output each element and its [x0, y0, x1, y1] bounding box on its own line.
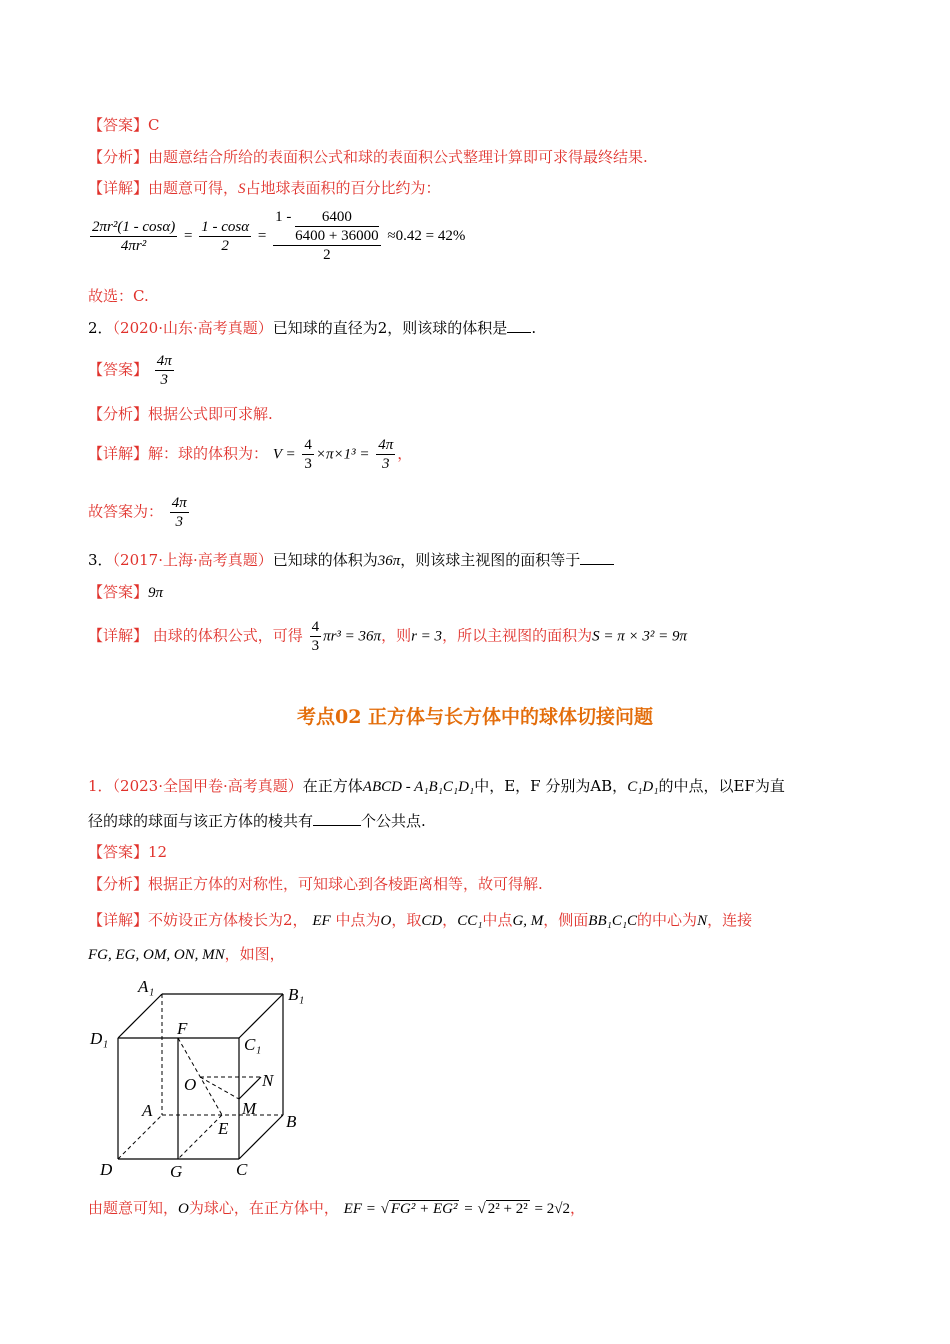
detail-text: 中点为: [335, 911, 381, 929]
answer-label: 【答案】: [88, 843, 149, 861]
detail-o: O: [380, 913, 392, 929]
detail-text: ，取: [391, 911, 422, 929]
q2-final-line: [88, 494, 191, 531]
formula-frac-3: [273, 208, 380, 264]
detail-text: 不妨设正方体棱长为2，: [148, 911, 308, 929]
frac-num: 4: [311, 619, 320, 635]
question-number: 3．: [88, 551, 113, 569]
detail-formula: πr³ = 36π: [323, 628, 382, 645]
detail-text: ，如图，: [224, 945, 285, 963]
label-a1: A₁: [138, 977, 155, 996]
answer-value: 9π: [148, 585, 164, 601]
formula-result: ≈0.42 = 42%: [387, 228, 466, 244]
analysis-label: 【分析】: [88, 405, 149, 423]
p1-detail-line2: [88, 944, 285, 965]
frac-num: 4π: [378, 437, 394, 453]
q3-answer-line: [88, 582, 163, 603]
detail-text: ，连接: [707, 911, 753, 929]
label-f: F: [177, 1019, 188, 1038]
detail-mid: ×π×1³ =: [315, 446, 370, 463]
analysis-text: 根据公式即可求解.: [148, 405, 273, 423]
detail-cd: CD: [421, 913, 443, 929]
question-text: 在正方体: [302, 777, 363, 795]
frac-num: 4: [304, 437, 312, 453]
question-number: 1．: [88, 777, 113, 795]
p1-detail-line1: [88, 910, 752, 931]
detail-text: ，所以主视图的面积为: [442, 626, 593, 645]
q1-analysis-line: [88, 147, 648, 167]
p1-answer-line: [88, 842, 167, 862]
sqrt-2: 2² + 2²: [487, 1201, 528, 1217]
label-d1: D₁: [90, 1029, 109, 1048]
detail-text: 解：球的体积为：: [148, 444, 269, 463]
frac-num: 1 - cosα: [201, 218, 250, 235]
detail-lines: FG, EG, OM, ON, MN: [88, 947, 225, 963]
answer-frac: [155, 352, 174, 389]
edge-c1d1: C₁D₁: [627, 779, 659, 795]
analysis-label: 【分析】: [88, 875, 149, 893]
question-text: 已知球的直径为2，则该球的体积是: [272, 319, 508, 337]
detail-r: r = 3: [411, 628, 443, 645]
detail-text: 由题意可得，: [148, 179, 239, 197]
answer-value: C: [148, 116, 160, 134]
label-a: A: [142, 1101, 153, 1120]
analysis-text: 由题意结合所给的表面积公式和球的表面积公式整理计算即可求得最终结果.: [148, 148, 648, 166]
detail-label: 【详解】: [88, 626, 149, 645]
label-b: B: [286, 1112, 297, 1131]
q2-question: 2．（2020·山东·高考真题）已知球的直径为2，则该球的体积是 .: [88, 319, 537, 337]
inner-den: 6400 + 36000: [295, 228, 379, 244]
frac-den: 3: [311, 638, 320, 654]
conclusion-ef: EF =: [343, 1201, 376, 1217]
detail-n: N: [697, 913, 708, 929]
p1-question-line2: [88, 811, 426, 831]
frac-num: 4π: [156, 353, 172, 369]
formula-frac-1: [90, 218, 177, 255]
frac-den: 2: [323, 247, 331, 263]
question-text: 的中点，以EF为直: [658, 777, 785, 795]
detail-frac-1: [302, 436, 314, 473]
answer-label: 【答案】: [88, 116, 149, 134]
detail-frac: [310, 618, 322, 655]
conclusion-eq: =: [464, 1201, 473, 1217]
q3-question: [88, 550, 614, 571]
inner-num: 6400: [295, 208, 378, 227]
detail-face: BB₁C₁C: [588, 913, 638, 929]
label-o: O: [184, 1075, 197, 1094]
question-text: 径的球的球面与该正方体的棱共有: [88, 812, 314, 830]
question-text: 个公共点.: [361, 812, 426, 830]
analysis-label: 【分析】: [88, 148, 149, 166]
frac-den: 3: [175, 514, 184, 530]
section-title: 考点02 正方体与长方体中的球体切接问题: [296, 706, 654, 728]
formula-frac-2: [199, 218, 251, 255]
detail-text: ，: [442, 911, 458, 929]
q1-detail-line: [88, 178, 441, 199]
detail-text: ，侧面: [543, 911, 589, 929]
question-number: 2．: [88, 319, 113, 337]
detail-label: 【详解】: [88, 911, 149, 929]
q1-choose: 故选：C.: [88, 287, 149, 305]
q1-formula: $\frac{\text{2πr²(1 - cosα)}}{\text{4πr²}}$ = $\frac{1 - \cos\alpha}{2}$ = 1 - $\frac{6400}{6400 + 36000}$ 2 ≈0.42 = 42%: [92, 209, 466, 263]
p1-analysis-line: [88, 874, 543, 894]
frac-den: 4πr²: [120, 237, 147, 254]
q2-detail-line: 【详解】解：球的体积为： V = $\frac{4}{3}$ ×π×1³ = $\frac{4\pi}{3}$ ，: [88, 437, 413, 472]
p1-question-line1: [88, 776, 785, 797]
answer-blank: [507, 318, 531, 333]
conclusion-o: O: [178, 1201, 189, 1217]
detail-text: ，则: [381, 626, 412, 645]
question-source: （2023·全国甲卷·高考真题）: [112, 777, 303, 795]
frac-num: 4π: [171, 495, 187, 511]
question-source: （2017·上海·高考真题）: [112, 551, 273, 569]
label-d: D: [100, 1160, 113, 1179]
label-n: N: [262, 1071, 274, 1090]
detail-text: 的中心为: [637, 911, 698, 929]
answer-label: 【答案】: [88, 360, 149, 379]
label-c: C: [236, 1160, 248, 1179]
detail-ef: EF: [312, 913, 331, 929]
final-frac: [170, 494, 189, 531]
cube-figure: [80, 972, 320, 1184]
detail-s: S = π × 3² = 9π: [592, 628, 687, 645]
conclusion-result: = 2√2: [534, 1201, 570, 1217]
frac-den: 3: [160, 372, 169, 388]
frac-den: 2: [221, 237, 229, 254]
sqrt-1: FG² + EG²: [390, 1201, 458, 1217]
answer-blank: [580, 550, 614, 565]
frac-den: 3: [382, 456, 390, 472]
p1-conclusion-line: 由题意可知，O为球心，在正方体中， EF = √ FG² + EG² = √ 2² + 2² = 2√2，: [88, 1199, 585, 1217]
detail-label: 【详解】: [88, 179, 149, 197]
cube-name: ABCD - A₁B₁C₁D₁: [362, 779, 475, 795]
detail-gm: G, M: [512, 913, 544, 929]
detail-cc1: CC₁: [457, 913, 483, 929]
detail-v: V =: [272, 446, 296, 463]
answer-label: 【答案】: [88, 583, 149, 601]
q1-answer-line: [88, 115, 160, 135]
conclusion-text: 由题意可知，: [88, 1199, 179, 1217]
q2-analysis-line: [88, 404, 273, 424]
analysis-text: 根据正方体的对称性，可知球心到各棱距离相等，故可得解.: [148, 875, 543, 893]
label-c1: C₁: [244, 1035, 262, 1054]
question-text: 中，E，F 分别为AB，: [474, 777, 628, 795]
frac-num: [273, 208, 380, 246]
question-text: ，则该球主视图的面积等于: [400, 551, 581, 569]
question-value: 36π: [377, 553, 401, 569]
frac-num-prefix: 1 -: [275, 209, 292, 225]
label-b1: B₁: [288, 985, 305, 1004]
detail-text: 中点: [482, 911, 513, 929]
inner-frac: [295, 208, 378, 245]
label-m: M: [242, 1099, 257, 1118]
detail-text: 由球的体积公式，可得: [148, 626, 303, 645]
conclusion-text: 为球心，在正方体中，: [188, 1199, 339, 1217]
question-source: （2020·山东·高考真题）: [112, 319, 273, 337]
question-text: 已知球的体积为: [272, 551, 378, 569]
label-g: G: [170, 1162, 183, 1181]
label-e: E: [218, 1119, 229, 1138]
q3-detail-line: [88, 618, 687, 655]
q2-answer-line: [88, 352, 176, 389]
frac-num: 2πr²(1 - cosα): [92, 218, 176, 235]
detail-var-s: S: [238, 181, 246, 197]
final-label: 故答案为：: [88, 502, 164, 521]
answer-value: 12: [148, 843, 168, 861]
answer-blank: [313, 811, 361, 826]
detail-frac-2: [376, 436, 395, 473]
frac-den: 3: [304, 456, 312, 472]
conclusion-end: ，: [569, 1199, 585, 1217]
detail-text: 占地球表面积的百分比约为：: [245, 179, 441, 197]
detail-label: 【详解】: [88, 444, 149, 463]
